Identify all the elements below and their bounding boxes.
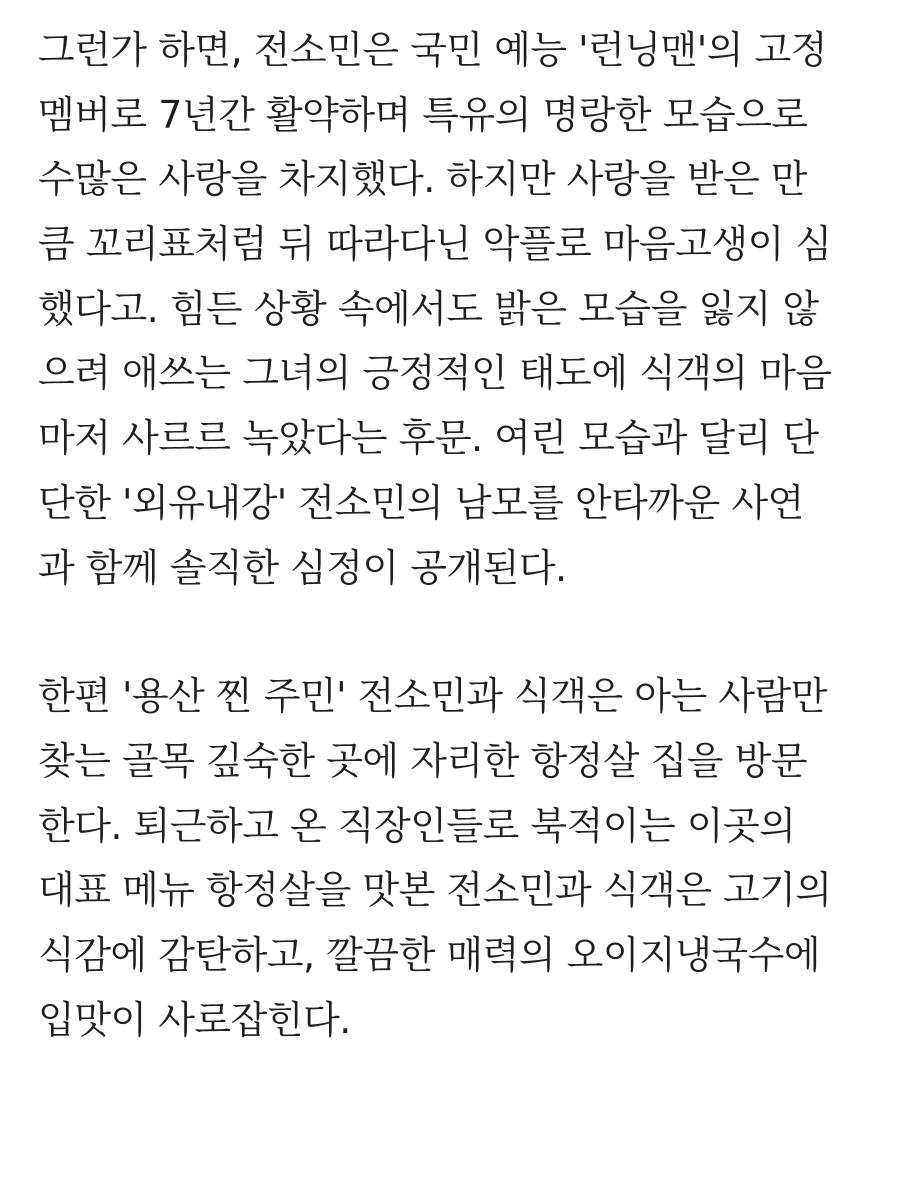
text-line: 마저 사르르 녹았다는 후문. 여린 모습과 달리 단: [38, 416, 819, 461]
paragraph-2: [38, 664, 868, 1052]
text-line: 큼 꼬리표처럼 뒤 따라다닌 악플로 마음고생이 심: [38, 222, 832, 267]
text-line: 한다. 퇴근하고 온 직장인들로 북적이는 이곳의: [38, 803, 796, 848]
paragraph-1: [38, 18, 868, 600]
text-line: 한편 '용산 찐 주민' 전소민과 식객은 아는 사람만: [38, 674, 827, 719]
text-line: 대표 메뉴 항정살을 맛본 전소민과 식객은 고기의: [38, 868, 832, 913]
paragraph-spacer: [38, 600, 868, 664]
text-line: 찾는 골목 깊숙한 곳에 자리한 항정살 집을 방문: [38, 738, 808, 783]
text-line: 으려 애쓰는 그녀의 긍정적인 태도에 식객의 마음: [38, 351, 832, 396]
text-line: 수많은 사랑을 차지했다. 하지만 사랑을 받은 만: [38, 157, 808, 202]
text-line: 멤버로 7년간 활약하며 특유의 명랑한 모습으로: [38, 92, 808, 137]
text-line: 그런가 하면, 전소민은 국민 예능 '런닝맨'의 고정: [38, 28, 827, 72]
text-line: 식감에 감탄하고, 깔끔한 매력의 오이지냉국수에: [38, 932, 821, 977]
text-line: 했다고. 힘든 상황 속에서도 밝은 모습을 잃지 않: [38, 286, 819, 331]
text-line: 단한 '외유내강' 전소민의 남모를 안타까운 사연: [38, 480, 804, 525]
text-line: 과 함께 솔직한 심정이 공개된다.: [38, 545, 567, 590]
article-body: [38, 18, 868, 1052]
text-line: 입맛이 사로잡힌다.: [38, 997, 351, 1042]
